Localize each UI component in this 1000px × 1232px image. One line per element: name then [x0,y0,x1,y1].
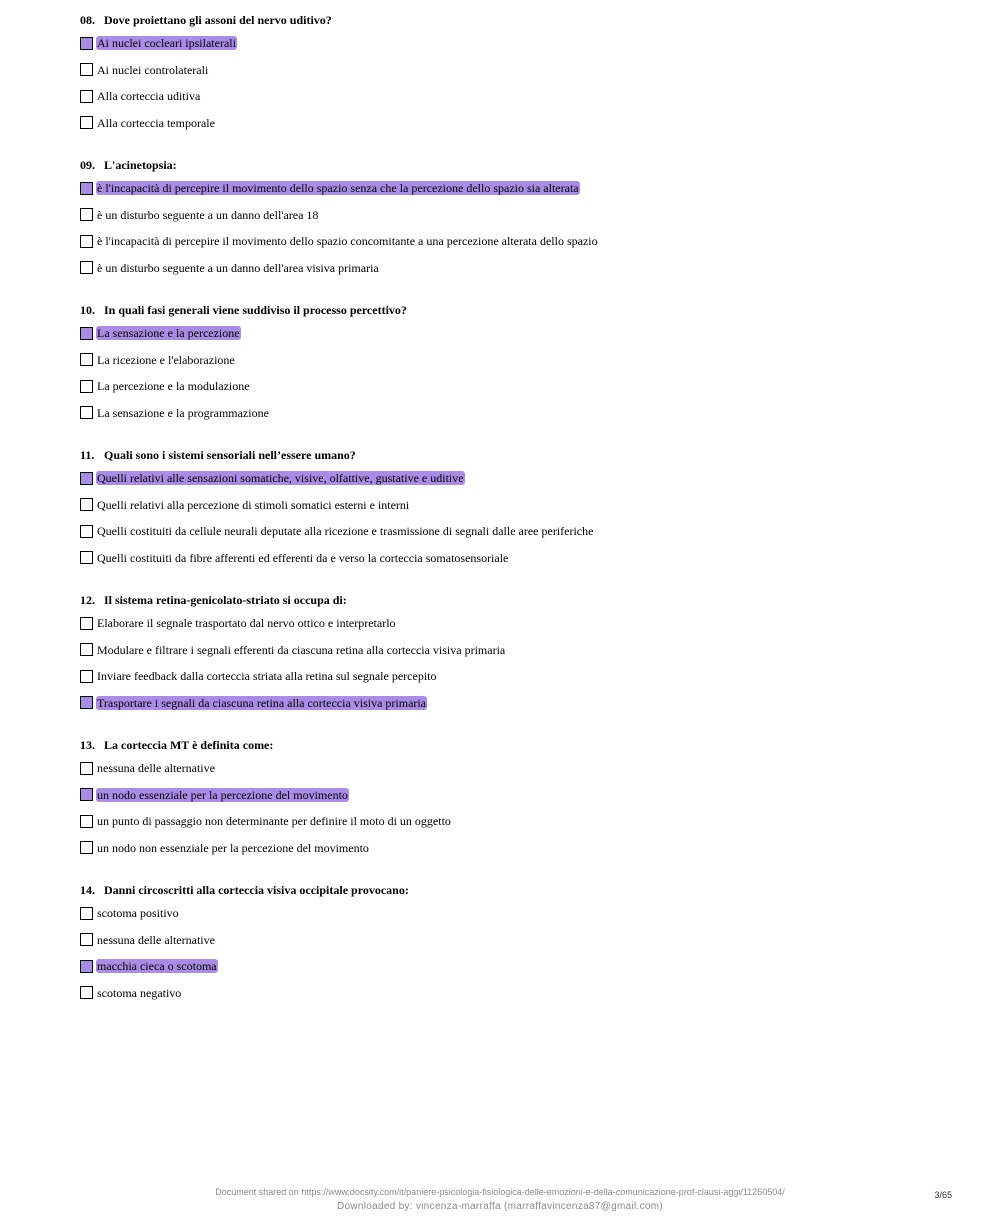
question-number: 12. [80,593,95,607]
question-text: La corteccia MT è definita come: [104,738,274,752]
answer-option[interactable] [80,755,980,782]
question-text: L'acinetopsia: [104,158,177,172]
answer-option[interactable] [80,465,980,492]
answer-option[interactable] [80,663,980,690]
answer-option[interactable] [80,610,980,637]
question-title [80,300,980,320]
question-12 [80,590,980,716]
answer-text: nessuna delle alternative [97,761,215,776]
answer-text: La percezione e la modulazione [97,379,250,394]
question-text: Dove proiettano gli assoni del nervo uditivo? [104,13,332,27]
answer-checkbox[interactable] [80,406,93,419]
answer-option[interactable] [80,637,980,664]
question-text: Il sistema retina-genicolato-striato si occupa di: [104,593,347,607]
question-title [80,590,980,610]
answer-text: Elaborare il segnale trasportato dal nervo ottico e interpretarlo [97,616,396,631]
answer-text: Trasportare i segnali da ciascuna retina alla corteccia visiva primaria [97,695,427,710]
answer-checkbox[interactable] [80,788,93,801]
answer-checkbox[interactable] [80,696,93,709]
answer-option[interactable] [80,980,980,1007]
answer-option[interactable] [80,808,980,835]
answer-option[interactable] [80,900,980,927]
question-09 [80,155,980,281]
answer-checkbox[interactable] [80,907,93,920]
answer-text: La sensazione e la programmazione [97,405,269,420]
answer-checkbox[interactable] [80,235,93,248]
answer-checkbox[interactable] [80,116,93,129]
answer-option[interactable] [80,202,980,229]
question-title [80,735,980,755]
answer-checkbox[interactable] [80,815,93,828]
answer-checkbox[interactable] [80,762,93,775]
question-10 [80,300,980,426]
answer-text: macchia cieca o scotoma [97,959,217,974]
answer-checkbox[interactable] [80,472,93,485]
answer-text: La sensazione e la percezione [97,326,240,341]
question-number: 11. [80,448,95,462]
answer-option[interactable] [80,927,980,954]
downloaded-by-text: Downloaded by: vincenza-marraffa (marraffavincenza87@gmail.com) [336,1201,664,1212]
answer-checkbox[interactable] [80,208,93,221]
question-number: 08. [80,13,95,27]
answer-checkbox[interactable] [80,37,93,50]
answer-option[interactable] [80,347,980,374]
question-number: 14. [80,883,95,897]
shared-link-text[interactable]: Document shared on https://www.docsity.com/it/paniere-psicologia-fisiologica-delle-emozioni-e-della-comunicazione-prof-clausi-aggi/11260504/ [215,1187,785,1197]
question-text: In quali fasi generali viene suddiviso il processo percettivo? [104,303,407,317]
answer-text: Quelli relativi alla percezione di stimoli somatici esterni e interni [97,497,410,512]
page-number: 3/65 [934,1190,952,1200]
answer-checkbox[interactable] [80,670,93,683]
answer-option[interactable] [80,373,980,400]
answer-text: Quelli relativi alle sensazioni somatiche, visive, olfattive, gustative e uditive [97,471,464,486]
answer-option[interactable] [80,953,980,980]
answer-checkbox[interactable] [80,617,93,630]
answer-option[interactable] [80,690,980,717]
answer-option[interactable] [80,57,980,84]
answer-option[interactable] [80,175,980,202]
question-title [80,880,980,900]
answer-option[interactable] [80,782,980,809]
question-title [80,155,980,175]
answer-checkbox[interactable] [80,63,93,76]
question-13 [80,735,980,861]
question-14 [80,880,980,1006]
answer-text: è un disturbo seguente a un danno dell'area 18 [97,207,319,222]
answer-option[interactable] [80,400,980,427]
answer-checkbox[interactable] [80,380,93,393]
answer-text: scotoma negativo [97,985,182,1000]
answer-checkbox[interactable] [80,525,93,538]
answer-option[interactable] [80,228,980,255]
answer-checkbox[interactable] [80,498,93,511]
answer-checkbox[interactable] [80,182,93,195]
answer-checkbox[interactable] [80,551,93,564]
answer-checkbox[interactable] [80,986,93,999]
question-text: Quali sono i sistemi sensoriali nell’essere umano? [104,448,356,462]
answer-option[interactable] [80,320,980,347]
answer-text: è l'incapacità di percepire il movimento dello spazio senza che la percezione dello spazio sia alterata [97,181,579,196]
answer-text: Quelli costituiti da fibre afferenti ed efferenti da e verso la corteccia somatosensoriale [97,550,509,565]
answer-checkbox[interactable] [80,327,93,340]
answer-option[interactable] [80,83,980,110]
answer-text: Modulare e filtrare i segnali efferenti da ciascuna retina alla corteccia visiva primaria [97,642,506,657]
answer-option[interactable] [80,545,980,572]
answer-text: è un disturbo seguente a un danno dell'area visiva primaria [97,260,379,275]
answer-text: La ricezione e l'elaborazione [97,352,235,367]
answer-checkbox[interactable] [80,841,93,854]
answer-checkbox[interactable] [80,90,93,103]
answer-text: nessuna delle alternative [97,932,215,947]
answer-option[interactable] [80,255,980,282]
answer-text: Ai nuclei controlaterali [97,62,209,77]
answer-option[interactable] [80,30,980,57]
answer-text: un nodo non essenziale per la percezione del movimento [97,840,369,855]
answer-text: Alla corteccia uditiva [97,89,201,104]
answer-checkbox[interactable] [80,261,93,274]
answer-checkbox[interactable] [80,353,93,366]
answer-text: scotoma positivo [97,906,179,921]
answer-text: Inviare feedback dalla corteccia striata alla retina sul segnale percepito [97,669,437,684]
question-08 [80,10,980,136]
answer-text: Ai nuclei cocleari ipsilaterali [97,36,236,51]
question-title [80,10,980,30]
question-title [80,445,980,465]
question-text: Danni circoscritti alla corteccia visiva occipitale provocano: [104,883,409,897]
answer-option[interactable] [80,835,980,862]
page-footer [0,1186,1000,1215]
question-number: 10. [80,303,95,317]
answer-option[interactable] [80,110,980,137]
question-list [80,10,980,1025]
answer-option[interactable] [80,492,980,519]
answer-checkbox[interactable] [80,960,93,973]
question-11 [80,445,980,571]
answer-text: un nodo essenziale per la percezione del movimento [97,787,348,802]
answer-text: Quelli costituiti da cellule neurali deputate alla ricezione e trasmissione di segnali dalle aree periferiche [97,524,594,539]
answer-text: un punto di passaggio non determinante per definire il moto di un oggetto [97,814,451,829]
answer-checkbox[interactable] [80,643,93,656]
answer-checkbox[interactable] [80,933,93,946]
answer-text: Alla corteccia temporale [97,115,215,130]
answer-option[interactable] [80,518,980,545]
question-number: 09. [80,158,95,172]
question-number: 13. [80,738,95,752]
answer-text: è l'incapacità di percepire il movimento dello spazio concomitante a una percezione alterata dello spazio [97,234,598,249]
